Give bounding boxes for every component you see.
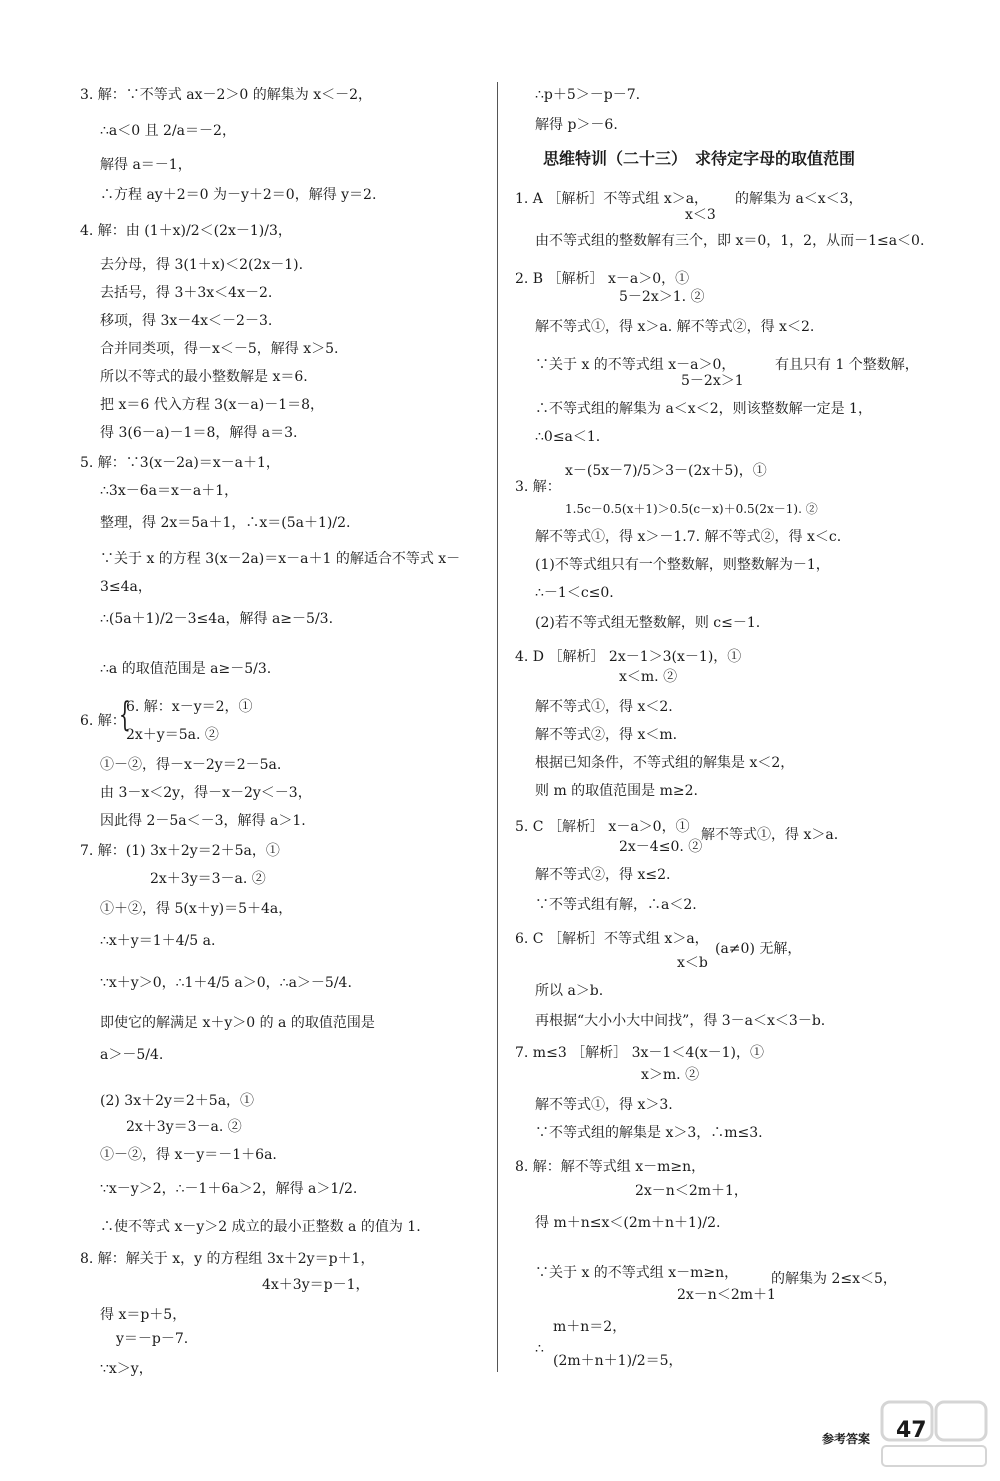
text-line: 有且只有 1 个整数解，	[775, 357, 919, 373]
text-line: x＜m. ②	[619, 669, 678, 685]
text-line: 解不等式②，得 x＜m.	[535, 727, 678, 743]
text-line: 4. 解：由 (1＋x)/2＜(2x－1)/3，	[80, 223, 292, 239]
text-line: 5. 解：∵3(x－2a)＝x－a＋1，	[80, 455, 280, 471]
text-line: 即使它的解满足 x＋y＞0 的 a 的取值范围是	[100, 1015, 375, 1031]
text-line: ∴a 的取值范围是 a≥－5/3.	[100, 661, 272, 677]
text-line: ∴	[535, 1341, 544, 1357]
text-line: 8. 解：解关于 x，y 的方程组 3x＋2y＝p＋1，	[80, 1251, 375, 1267]
text-line: 的解集为 2≤x＜5，	[771, 1271, 897, 1287]
text-line: 移项，得 3x－4x＜－2－3.	[100, 313, 273, 329]
text-line: 3. 解：	[515, 479, 561, 495]
text-line: 所以 a＞b.	[535, 983, 604, 999]
text-line: (a≠0) 无解，	[715, 941, 802, 957]
text-line: 把 x＝6 代入方程 3(x－a)－1＝8，	[100, 397, 325, 413]
text-line: 4x＋3y＝p－1，	[262, 1277, 370, 1293]
text-line: 解得 p＞－6.	[535, 117, 618, 133]
text-line: 解不等式①，得 x＞a. 解不等式②，得 x＜2.	[535, 319, 815, 335]
text-line: ∴a＜0 且 2/a＝－2，	[100, 123, 236, 139]
text-line: ①－②，得－x－2y＝2－5a.	[100, 757, 282, 773]
text-line: a＞－5/4.	[100, 1047, 164, 1063]
section-heading: 思维特训（二十三） 求待定字母的取值范围	[543, 149, 856, 168]
text-line: 6. C ［解析］不等式组 x＞a，	[515, 931, 709, 947]
text-line: ①－②，得 x－y＝－1＋6a.	[100, 1147, 277, 1163]
text-line: 2x＋3y＝3－a. ②	[150, 871, 266, 887]
footer-label: 参考答案	[822, 1432, 871, 1446]
watermark-logo-icon	[880, 1400, 990, 1470]
text-line: 解得 a＝－1，	[100, 157, 192, 173]
text-line: (1)不等式组只有一个整数解，则整数解为－1，	[535, 557, 830, 573]
text-line: ∴3x－6a＝x－a＋1，	[100, 483, 239, 499]
text-line: 2x－n＜2m＋1	[677, 1287, 776, 1303]
text-line: 解不等式①，得 x＞a.	[701, 827, 839, 843]
page-number: 47	[896, 1418, 927, 1443]
text-line: 5－2x＞1. ②	[619, 289, 705, 305]
text-line: 因此得 2－5a＜－3，解得 a＞1.	[100, 813, 306, 829]
text-line: 的解集为 a＜x＜3，	[735, 191, 863, 207]
text-line: 合并同类项，得－x＜－5，解得 x＞5.	[100, 341, 339, 357]
text-line: m＋n＝2，	[553, 1319, 627, 1335]
text-line: (2)若不等式组无整数解，则 c≤－1.	[535, 615, 761, 631]
text-line: 2x＋3y＝3－a. ②	[126, 1119, 242, 1135]
column-divider	[497, 82, 498, 1372]
text-line: 5. C ［解析］ x－a＞0，①	[515, 819, 690, 835]
text-line: ∴－1＜c≤0.	[535, 585, 614, 601]
text-line: 解不等式②，得 x≤2.	[535, 867, 671, 883]
text-line: ∵x－y＞2，∴－1＋6a＞2，解得 a＞1/2.	[100, 1181, 358, 1197]
text-line: (2) 3x＋2y＝2＋5a，①	[100, 1093, 255, 1109]
problem-number: 6. 解：	[80, 713, 126, 729]
text-line: ∵关于 x 的方程 3(x－2a)＝x－a＋1 的解适合不等式 x－	[100, 551, 461, 567]
text-line: x＜3	[685, 207, 716, 223]
text-line: 5－2x＞1	[681, 373, 744, 389]
text-line: x－(5x－7)/5＞3－(2x＋5)，①	[565, 463, 767, 479]
text-line: ∵不等式组有解，∴a＜2.	[535, 897, 697, 913]
text-line: 得 m＋n≤x＜(2m＋n＋1)/2.	[535, 1215, 721, 1231]
text-line: 2x－4≤0. ②	[619, 839, 703, 855]
text-line: 由 3－x＜2y，得－x－2y＜－3，	[100, 785, 312, 801]
text-line: ∵不等式组的解集是 x＞3，∴m≤3.	[535, 1125, 763, 1141]
text-line: (2m＋n＋1)/2＝5，	[553, 1353, 683, 1369]
text-line: 得 3(6－a)－1＝8，解得 a＝3.	[100, 425, 298, 441]
text-line: 2x＋y＝5a. ②	[126, 727, 219, 743]
text-line: 4. D ［解析］ 2x－1＞3(x－1)，①	[515, 649, 742, 665]
text-line: 去括号，得 3＋3x＜4x－2.	[100, 285, 273, 301]
text-line: 得 x＝p＋5，	[100, 1307, 187, 1323]
text-line: 1.5c－0.5(x＋1)＞0.5(c－x)＋0.5(2x－1). ②	[565, 502, 818, 516]
brace-glyph: {	[118, 695, 131, 735]
text-line: ∴不等式组的解集为 a＜x＜2，则该整数解一定是 1，	[535, 401, 872, 417]
text-line: 7. 解：(1) 3x＋2y＝2＋5a，①	[80, 843, 280, 859]
text-line: ①＋②，得 5(x＋y)＝5＋4a，	[100, 901, 293, 917]
text-line: 3. 解：∵不等式 ax－2＞0 的解集为 x＜－2，	[80, 87, 373, 103]
text-line: 去分母，得 3(1＋x)＜2(2x－1).	[100, 257, 304, 273]
text-line: 解不等式①，得 x＜2.	[535, 699, 673, 715]
text-line: ∴方程 ay＋2＝0 为－y＋2＝0，解得 y＝2.	[100, 187, 377, 203]
text-line: 由不等式组的整数解有三个，即 x＝0，1，2，从而－1≤a＜0.	[535, 233, 925, 249]
text-line: 根据已知条件，不等式组的解集是 x＜2，	[535, 755, 795, 771]
text-line: ∴0≤a＜1.	[535, 429, 601, 445]
text-line: ∴使不等式 x－y＞2 成立的最小正整数 a 的值为 1.	[100, 1219, 421, 1235]
text-line: 解不等式①，得 x＞3.	[535, 1097, 673, 1113]
text-line: y＝－p－7.	[116, 1331, 189, 1347]
text-line: ∴(5a＋1)/2－3≤4a，解得 a≥－5/3.	[100, 611, 334, 627]
text-line: 3≤4a，	[100, 579, 152, 595]
text-line: ∵x＋y＞0，∴1＋4/5 a＞0，∴a＞－5/4.	[100, 975, 352, 991]
text-line: 解不等式①，得 x＞－1.7. 解不等式②，得 x＜c.	[535, 529, 842, 545]
text-line: x＜b	[677, 955, 708, 971]
text-line: 所以不等式的最小整数解是 x＝6.	[100, 369, 308, 385]
text-line: 1. A ［解析］不等式组 x＞a，	[515, 191, 709, 207]
text-line: 2x－n＜2m＋1，	[635, 1183, 748, 1199]
text-line: 整理，得 2x＝5a＋1，∴x＝(5a＋1)/2.	[100, 515, 351, 531]
text-line: ∴x＋y＝1＋4/5 a.	[100, 933, 216, 949]
text-line: ∴p＋5＞－p－7.	[535, 87, 641, 103]
text-line: 6. 解：x－y＝2，①	[126, 699, 253, 715]
text-line: 再根据“大小小大中间找”，得 3－a＜x＜3－b.	[535, 1013, 826, 1029]
text-line: ∵x＞y，	[100, 1361, 153, 1377]
text-line: 2. B ［解析］ x－a＞0，①	[515, 271, 690, 287]
text-line: 8. 解：解不等式组 x－m≥n，	[515, 1159, 706, 1175]
text-line: 7. m≤3 ［解析］ 3x－1＜4(x－1)，①	[515, 1045, 764, 1061]
text-line: x＞m. ②	[641, 1067, 700, 1083]
text-line: ∵关于 x 的不等式组 x－m≥n，	[535, 1265, 739, 1281]
text-line: ∵关于 x 的不等式组 x－a＞0，	[535, 357, 736, 373]
text-line: 则 m 的取值范围是 m≥2.	[535, 783, 698, 799]
